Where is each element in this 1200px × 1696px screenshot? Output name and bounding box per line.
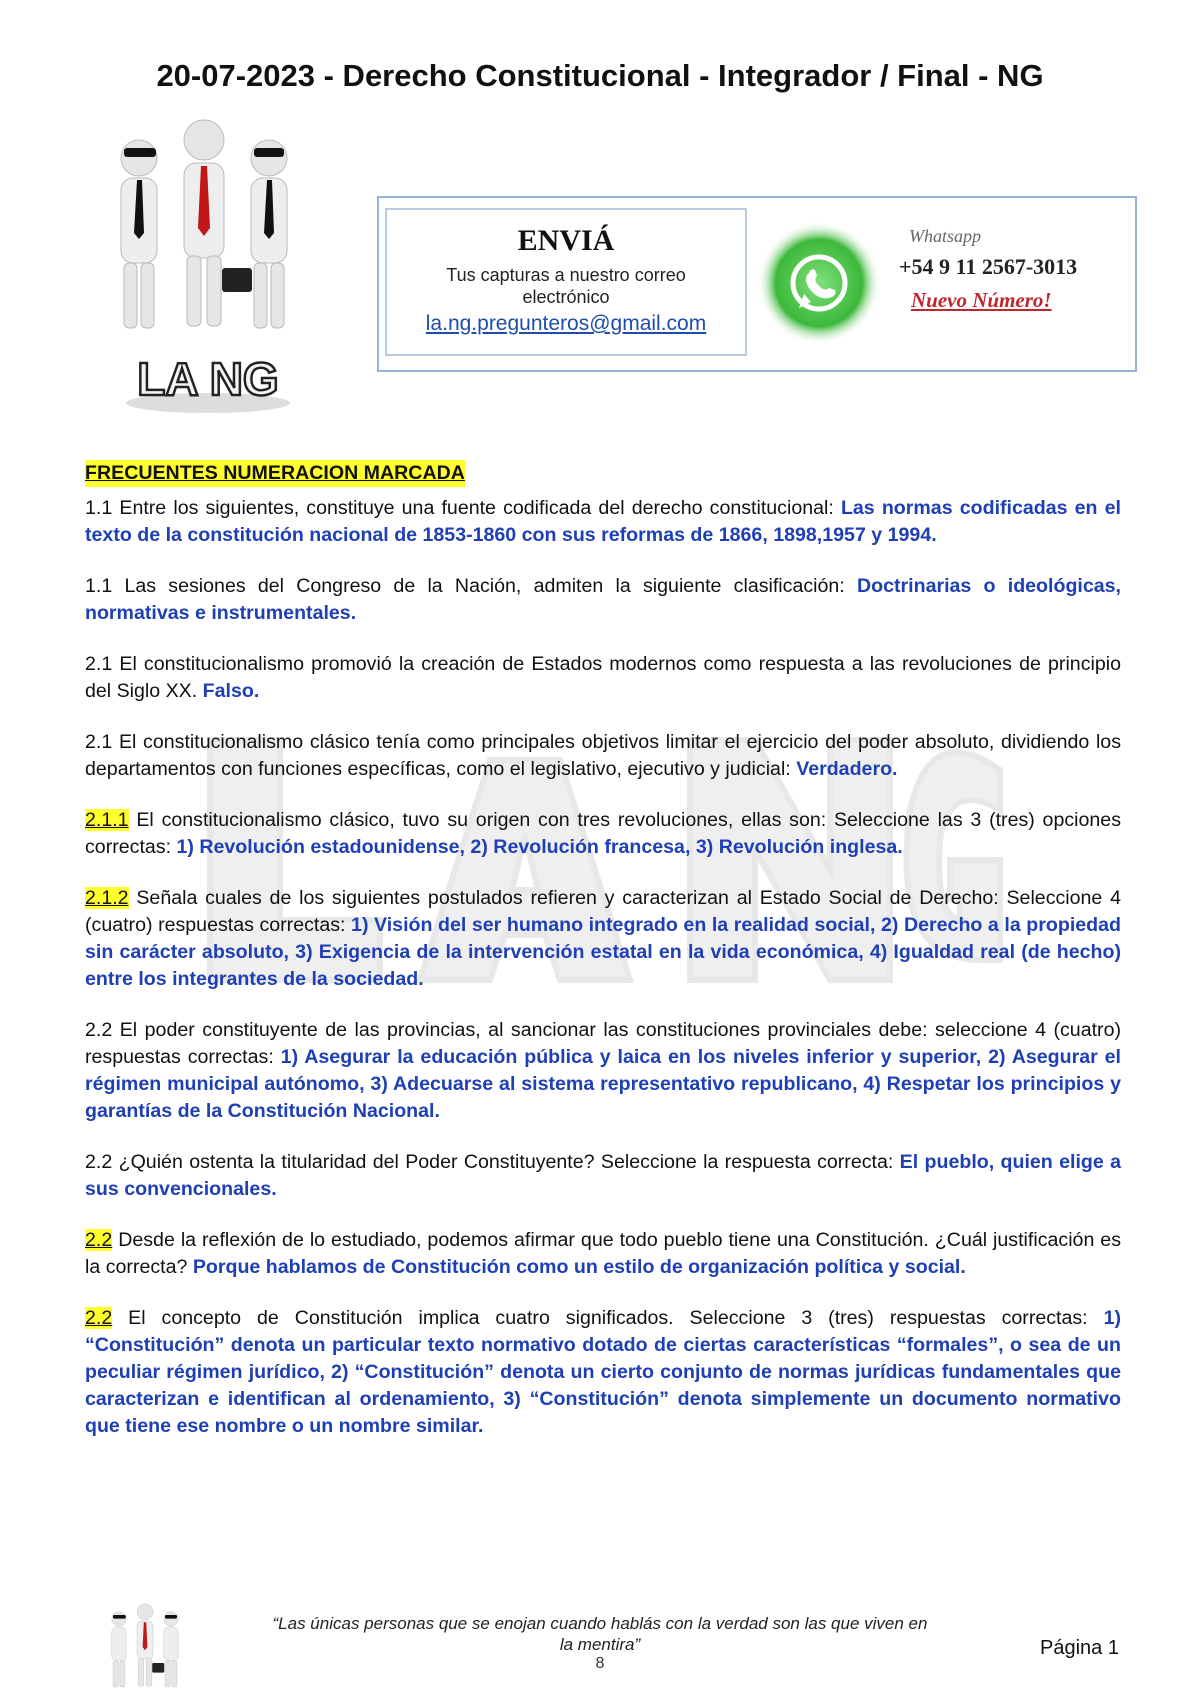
banner-heading: ENVIÁ (517, 224, 615, 257)
question-number: 2.2 (85, 1229, 113, 1251)
question-item (85, 573, 1121, 627)
whatsapp-label: Whatsapp (909, 226, 981, 246)
new-number-label: Nuevo Número! (911, 288, 1052, 312)
question-answer: Doctrinarias o ideológicas, normativas e instrumentales. (85, 575, 1121, 624)
question-answer: 1) Revolución estadounidense, 2) Revolución francesa, 3) Revolución inglesa. (176, 836, 903, 858)
question-item (85, 495, 1121, 549)
question-answer: Falso. (202, 680, 260, 702)
question-answer: Porque hablamos de Constitución como un estilo de organización política y social. (192, 1256, 966, 1278)
question-item (85, 1305, 1121, 1440)
question-answer: Verdadero. (796, 758, 898, 780)
question-answer: El pueblo, quien elige a sus convencionales. (85, 1151, 1122, 1200)
question-text: El constitucionalismo clásico, tuvo su origen con tres revoluciones, ellas son: Seleccione las 3 (tres) opciones correctas: (85, 809, 1121, 858)
question-text: ¿Quién ostenta la titularidad del Poder Constituyente? Seleccione la respuesta correcta: (112, 1151, 900, 1173)
question-text: Señala cuales de los siguientes postulados refieren y caracterizan al Estado Social de Derecho: Seleccione 4 (cuatro) respuestas correctas: (85, 887, 1121, 936)
question-number: 2.1 (85, 653, 113, 675)
email-link[interactable]: la.ng.pregunteros@gmail.com (425, 312, 707, 335)
question-answer: 1) Asegurar la educación pública y laica en los niveles inferior y superior, 2) Asegurar el régimen municipal autónomo, 3) Adecuarse al sistema representativo republicano, 4) Respetar los principios y garantías de la Constitución Nacional. (85, 1046, 1121, 1122)
footer-quote: “Las únicas personas que se enojan cuando hablás con la verdad son las que viven en la mentira” (272, 1614, 928, 1654)
question-list (85, 460, 1121, 1464)
question-text: El concepto de Constitución implica cuatro significados. Seleccione 3 (tres) respuestas correctas: (112, 1307, 1104, 1329)
question-text: Las sesiones del Congreso de la Nación, admiten la siguiente clasificación: (112, 575, 857, 597)
question-text: El constitucionalismo clásico tenía como principales objetivos limitar el ejercicio del poder absoluto, dividiendo los departamentos con funciones específicas, como el legislativo, ejecutivo y judicial: (85, 731, 1121, 780)
question-number: 2.1 (85, 731, 113, 753)
footer-businessmen-icon (100, 1603, 190, 1691)
document-title: 20-07-2023 - Derecho Constitucional - Integrador / Final - NG (156, 58, 1044, 93)
footer-number: 8 (595, 1655, 605, 1672)
question-number: 2.2 (85, 1151, 113, 1173)
question-text: El constitucionalismo promovió la creación de Estados modernos como respuesta a las revoluciones de principio del Siglo XX. (85, 653, 1121, 702)
question-answer: 1) Visión del ser humano integrado en la realidad social, 2) Derecho a la propiedad sin carácter absoluto, 3) Exigencia de la intervención estatal en la vida económica, 4) Igualdad real (de hecho) entre los integrantes de la sociedad. (85, 914, 1121, 990)
contact-banner (377, 196, 1137, 372)
question-item (85, 885, 1121, 993)
question-text: Desde la reflexión de lo estudiado, podemos afirmar que todo pueblo tiene una Constitución. ¿Cuál justificación es la correcta? (85, 1229, 1121, 1278)
question-number: 2.1.2 (85, 887, 129, 909)
email-panel (385, 208, 747, 356)
question-item (85, 807, 1121, 861)
whatsapp-icon (749, 218, 889, 348)
businessmen-logo-icon (104, 118, 304, 338)
question-answer: 1) “Constitución” denota un particular texto normativo dotado de ciertas características “formales”, o sea de un peculiar régimen jurídico, 2) “Constitución” denota un cierto conjunto de normas jurídicas fundamentales que caracterizan e identifican al ordenamiento, 3) “Constitución” denota simplemente un documento normativo que tiene ese nombre o un nombre similar. (85, 1307, 1121, 1437)
question-text: El poder constituyente de las provincias, al sancionar las constituciones provinciales debe: seleccione 4 (cuatro) respuestas correctas: (85, 1019, 1121, 1068)
question-item (85, 1227, 1121, 1281)
question-number: 1.1 (85, 575, 113, 597)
question-answer: Las normas codificadas en el texto de la constitución nacional de 1853-1860 con sus reformas de 1866, 1898,1957 y 1994. (85, 497, 1121, 546)
question-item (85, 1149, 1121, 1203)
whatsapp-number[interactable]: +54 9 11 2567-3013 (899, 254, 1078, 279)
la-ng-logo-icon (118, 345, 298, 415)
question-number: 2.1.1 (85, 809, 129, 831)
section-title: FRECUENTES NUMERACION MARCADA (85, 460, 465, 487)
question-text: Entre los siguientes, constituye una fuente codificada del derecho constitucional: (112, 497, 841, 519)
question-number: 2.2 (85, 1019, 113, 1041)
question-item (85, 729, 1121, 783)
banner-subtitle: Tus capturas a nuestro correo electrónico (446, 265, 686, 307)
question-item (85, 651, 1121, 705)
svg-text:LA NG: LA NG (137, 353, 279, 405)
question-item (85, 1017, 1121, 1125)
question-number: 2.2 (85, 1307, 113, 1329)
page-number: Página 1 (1040, 1637, 1119, 1659)
question-number: 1.1 (85, 497, 113, 519)
